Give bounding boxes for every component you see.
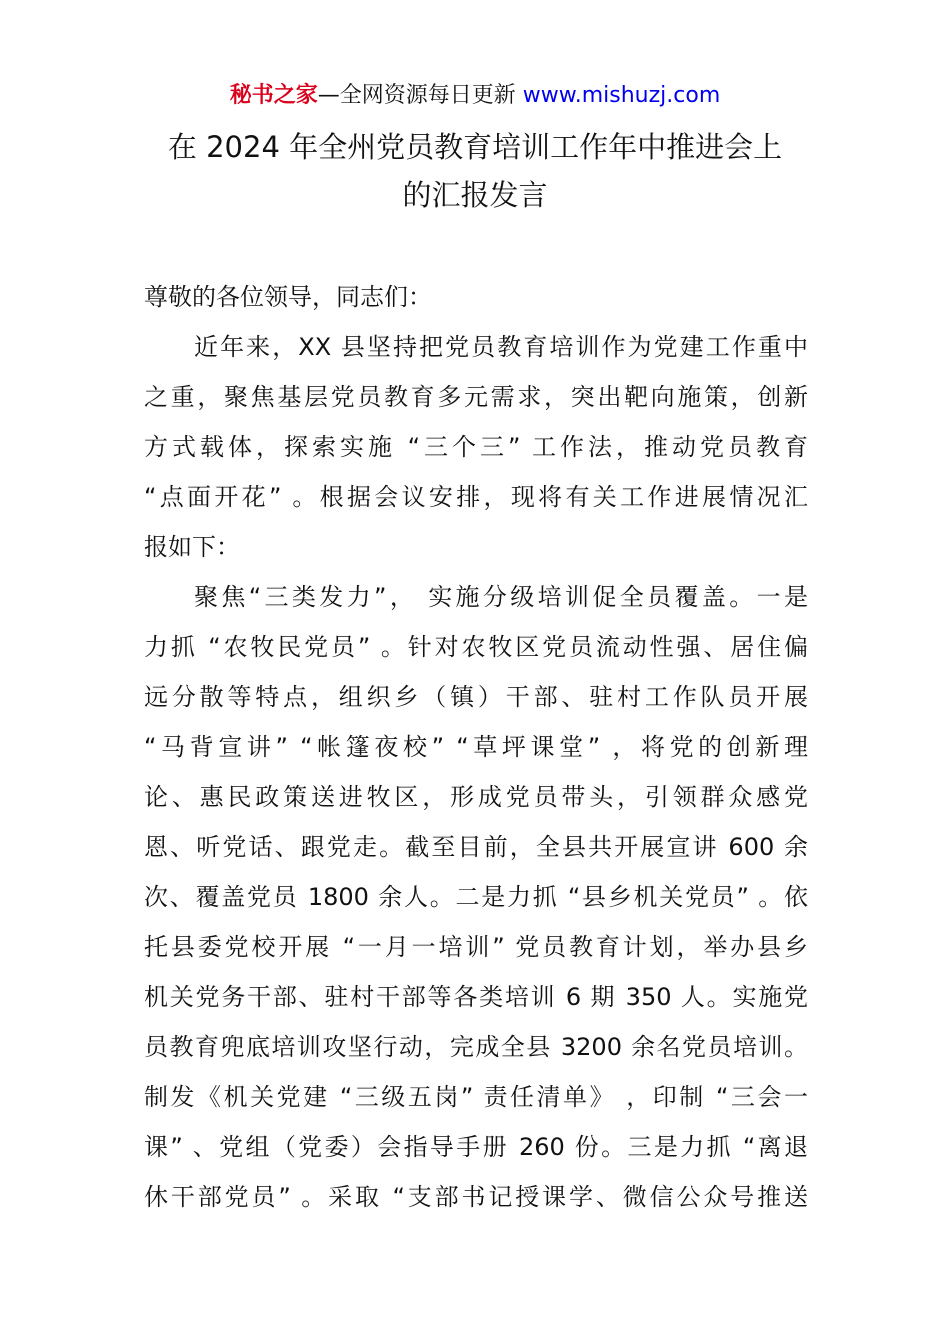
body-line: 员教育兜底培训攻坚行动，完成全县 3200 余名党员培训。 bbox=[144, 1033, 808, 1061]
body-line: 近年来，XX 县坚持把党员教育培训作为党建工作重中 bbox=[194, 333, 808, 361]
body-line: 之重，聚焦基层党员教育多元需求，突出靶向施策，创新 bbox=[144, 383, 808, 411]
site-header bbox=[0, 80, 950, 112]
title-line-1: 在 2024 年全州党员教育培训工作年中推进会上 bbox=[167, 130, 783, 164]
body-line: 休干部党员” 。采取 “支部书记授课学、微信公众号推送 bbox=[144, 1183, 808, 1211]
brand-name: 秘书之家 bbox=[229, 83, 318, 108]
body-line: 制发《机关党建 “三级五岗” 责任清单》 ，印制 “三会一 bbox=[144, 1083, 808, 1111]
body-line: 力抓 “农牧民党员” 。针对农牧区党员流动性强、居住偏 bbox=[144, 633, 808, 661]
document-title bbox=[130, 123, 820, 219]
body-line: 远分散等特点，组织乡（镇）干部、驻村工作队员开展 bbox=[144, 683, 808, 711]
body-line: 托县委党校开展 “一月一培训” 党员教育计划，举办县乡 bbox=[144, 933, 808, 961]
header-tagline: —全网资源每日更新 bbox=[317, 83, 523, 108]
body-line: “点面开花” 。根据会议安排，现将有关工作进展情况汇 bbox=[144, 483, 808, 511]
title-line-2: 的汇报发言 bbox=[402, 178, 548, 212]
body-line: 报如下： bbox=[144, 533, 240, 561]
body-line: 课” 、党组（党委）会指导手册 260 份。三是力抓 “离退 bbox=[144, 1133, 808, 1161]
body-line: 机关党务干部、驻村干部等各类培训 6 期 350 人。实施党 bbox=[144, 983, 808, 1011]
body-line: 聚焦“三类发力”， 实施分级培训促全员覆盖。一是 bbox=[194, 583, 808, 611]
body-line: “马背宣讲” “帐篷夜校” “草坪课堂” ，将党的创新理 bbox=[144, 733, 808, 761]
salutation: 尊敬的各位领导，同志们： bbox=[144, 283, 432, 311]
body-line: 论、惠民政策送进牧区，形成党员带头，引领群众感党 bbox=[144, 783, 808, 811]
body-line: 次、覆盖党员 1800 余人。二是力抓 “县乡机关党员” 。依 bbox=[144, 883, 808, 911]
document-body bbox=[144, 272, 808, 1222]
body-line: 恩、听党话、跟党走。截至目前，全县共开展宣讲 600 余 bbox=[144, 833, 808, 861]
body-line: 方式载体，探索实施 “三个三” 工作法，推动党员教育 bbox=[144, 433, 808, 461]
site-url-link[interactable]: www.mishuzj.com bbox=[522, 83, 721, 108]
